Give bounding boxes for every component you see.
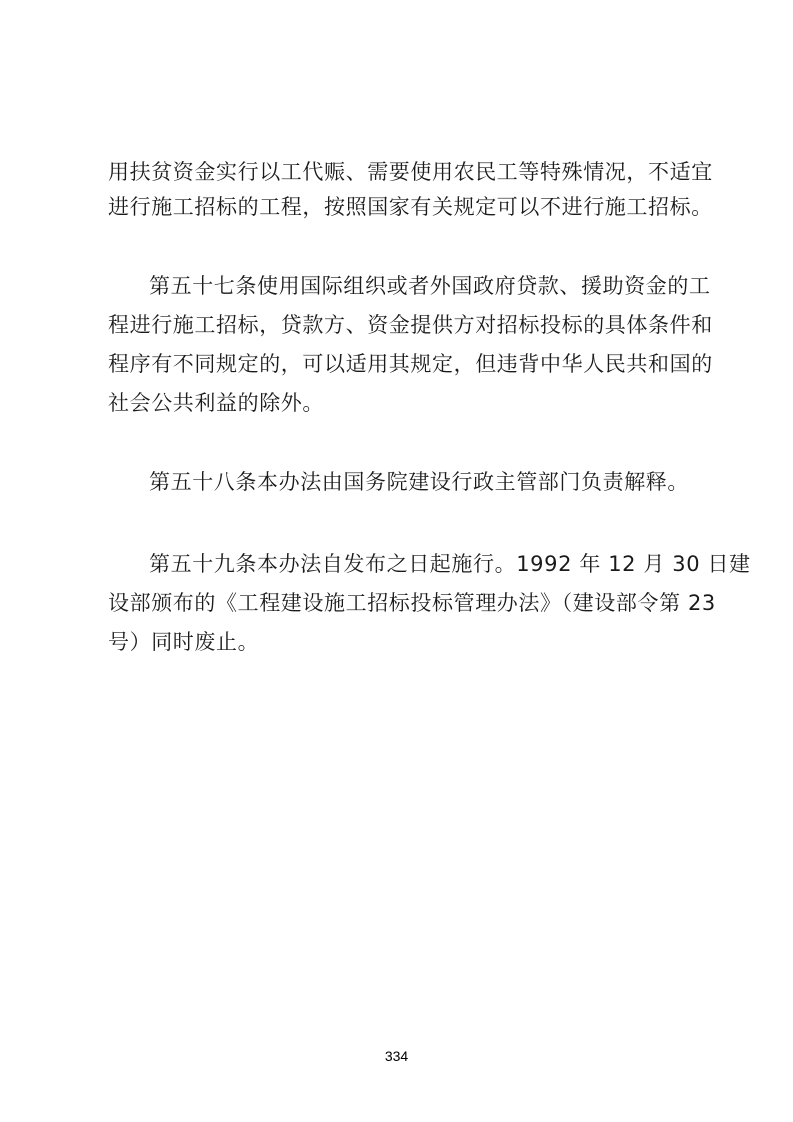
article-57-line-4: 社会公共利益的除外。 [108, 391, 324, 415]
article-59-line-1: 第五十九条本办法自发布之日起施行。1992 年 12 月 30 日建 [149, 552, 751, 576]
paragraph-1-line-1: 用扶贫资金实行以工代赈、需要使用农民工等特殊情况，不适宜 [108, 160, 713, 184]
article-59-line-3: 号）同时废止。 [108, 630, 260, 654]
article-57-line-1: 第五十七条使用国际组织或者外国政府贷款、援助资金的工 [149, 274, 711, 298]
article-57-line-2: 程进行施工招标，贷款方、资金提供方对招标投标的具体条件和 [108, 313, 713, 337]
paragraph-1-line-2: 进行施工招标的工程，按照国家有关规定可以不进行施工招标。 [108, 195, 713, 219]
page-number: 334 [384, 1048, 409, 1064]
article-58-line-1: 第五十八条本办法由国务院建设行政主管部门负责解释。 [149, 470, 689, 494]
article-57-line-3: 程序有不同规定的，可以适用其规定，但违背中华人民共和国的 [108, 352, 713, 376]
article-59-line-2: 设部颁布的《工程建设施工招标投标管理办法》（建设部令第 23 [108, 591, 716, 615]
